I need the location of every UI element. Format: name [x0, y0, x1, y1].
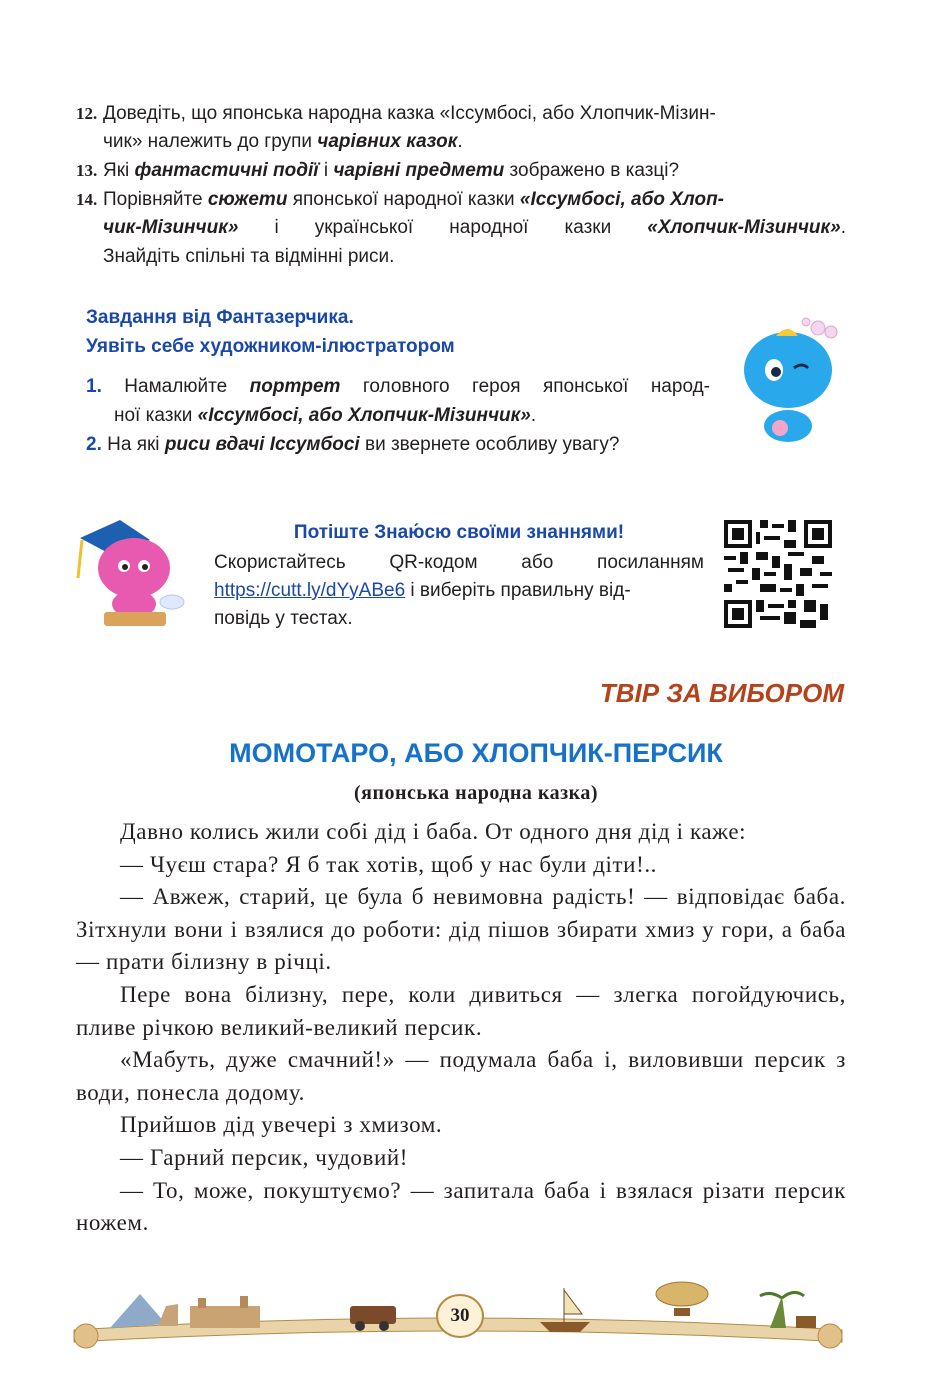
- task-text: Намалюйте: [124, 376, 250, 397]
- story-paragraph: — Чуєш стара? Я б так хотів, щоб у нас були діти!..: [120, 851, 658, 877]
- task-text: ної казки: [114, 405, 198, 426]
- question-text: Порівняйте: [103, 189, 208, 210]
- question-14-line3: [103, 243, 873, 271]
- task-text: ви звернете особливу увагу?: [359, 434, 620, 455]
- question-text-cont: [76, 131, 463, 152]
- task-heading: Завдання від Фантазерчика.: [86, 307, 354, 328]
- punct: .: [840, 217, 846, 238]
- question-text: зображено в казці?: [504, 160, 680, 181]
- question-12: [76, 100, 846, 156]
- task-item-1: [86, 372, 710, 401]
- question-text: і: [318, 160, 334, 181]
- question-text: Доведіть, що японська народна казка «Іссумбосі, або Хлопчик-Мізин-: [103, 103, 716, 124]
- task-text: головного героя японської народ-: [340, 376, 711, 397]
- question-number: 13.: [76, 161, 98, 180]
- question-text: чик» належить до групи: [103, 131, 318, 152]
- story-paragraph: «Мабуть, дуже смачний!» — подумала баба і, виловивши персик з води, понесла додому.: [76, 1047, 846, 1105]
- story-paragraph: Пере вона білизну, пере, коли дивиться — злегка погойдуючись, пливе річкою великий-великий персик.: [76, 981, 846, 1040]
- emphasis-text: риси вдачі Іссумбосі: [164, 434, 360, 455]
- question-text: і української народної казки: [238, 217, 648, 238]
- question-14-line2: [103, 214, 846, 242]
- question-text: Знайдіть спільні та відмінні риси.: [103, 246, 395, 267]
- quiz-text-line1: Скористайтесь QR-кодом або посиланням: [214, 552, 704, 573]
- question-14: [76, 186, 846, 214]
- quiz-link[interactable]: https://cutt.ly/dYyABe6: [214, 580, 406, 601]
- quiz-text-line2: [214, 577, 704, 605]
- story-paragraph: — Гарний персик, чудовий!: [120, 1144, 409, 1170]
- task-item-2: [86, 430, 726, 459]
- quiz-text: і виберіть правильну від-: [405, 580, 631, 601]
- story-subtitle: (японська народна казка): [353, 782, 599, 804]
- emphasis-text: «Іссумбосі, або Хлопчик-Мізинчик»: [197, 405, 531, 426]
- quiz-heading: Потіште Знаю́сю своїми знаннями!: [293, 522, 625, 543]
- emphasis-text: «Іссумбосі, або Хлоп-: [519, 189, 725, 210]
- story-title: МОМОТАРО, АБО ХЛОПЧИК-ПЕРСИК: [229, 738, 723, 768]
- fantazerchyk-mascot: [736, 316, 846, 444]
- question-number: 12.: [76, 104, 98, 123]
- task-subheading: Уявіть себе художником-ілюстратором: [86, 336, 455, 357]
- emphasis-text: «Хлопчик-Мізинчик»: [647, 217, 841, 238]
- znayusya-mascot: [70, 508, 190, 630]
- story-paragraph: Прийшов дід увечері з хмизом.: [120, 1112, 443, 1138]
- story-text: [76, 816, 846, 1240]
- quiz-text-line3: повідь у тестах.: [214, 608, 353, 629]
- story-paragraph: Давно колись жили собі дід і баба. От одного дня дід і каже:: [120, 819, 747, 844]
- qr-code[interactable]: [724, 520, 832, 628]
- task-item-1-line2: [114, 401, 704, 430]
- question-13: [76, 157, 846, 185]
- task-text: На які: [107, 434, 165, 455]
- punct: .: [457, 131, 463, 152]
- punct: .: [530, 405, 537, 426]
- task-item-number: 2.: [86, 434, 102, 455]
- emphasis-text: сюжети: [207, 189, 288, 210]
- question-number: 14.: [76, 190, 98, 209]
- emphasis-text: чик-Мізинчик»: [103, 217, 239, 238]
- section-title: ТВІР ЗА ВИБОРОМ: [599, 678, 844, 708]
- story-paragraph: — То, може, покуштуємо? — запитала баба і взялася різати персик ножем.: [76, 1177, 846, 1236]
- question-text: японської народної казки: [287, 189, 520, 210]
- emphasis-text: портрет: [249, 376, 341, 397]
- emphasis-text: чарівні предмети: [333, 160, 505, 181]
- task-item-number: 1.: [86, 376, 102, 397]
- question-text: Які: [103, 160, 135, 181]
- page-number: 30: [436, 1294, 484, 1338]
- emphasis-text: фантастичні події: [134, 160, 319, 181]
- story-paragraph: — Авжеж, старий, це була б невимовна радість! — відповідає баба. Зітхнули вони і взялися до роботи: дід пішов збирати хмиз у гори, а баба — прати білизну в річці.: [76, 884, 846, 975]
- emphasis-text: чарівних казок: [317, 131, 458, 152]
